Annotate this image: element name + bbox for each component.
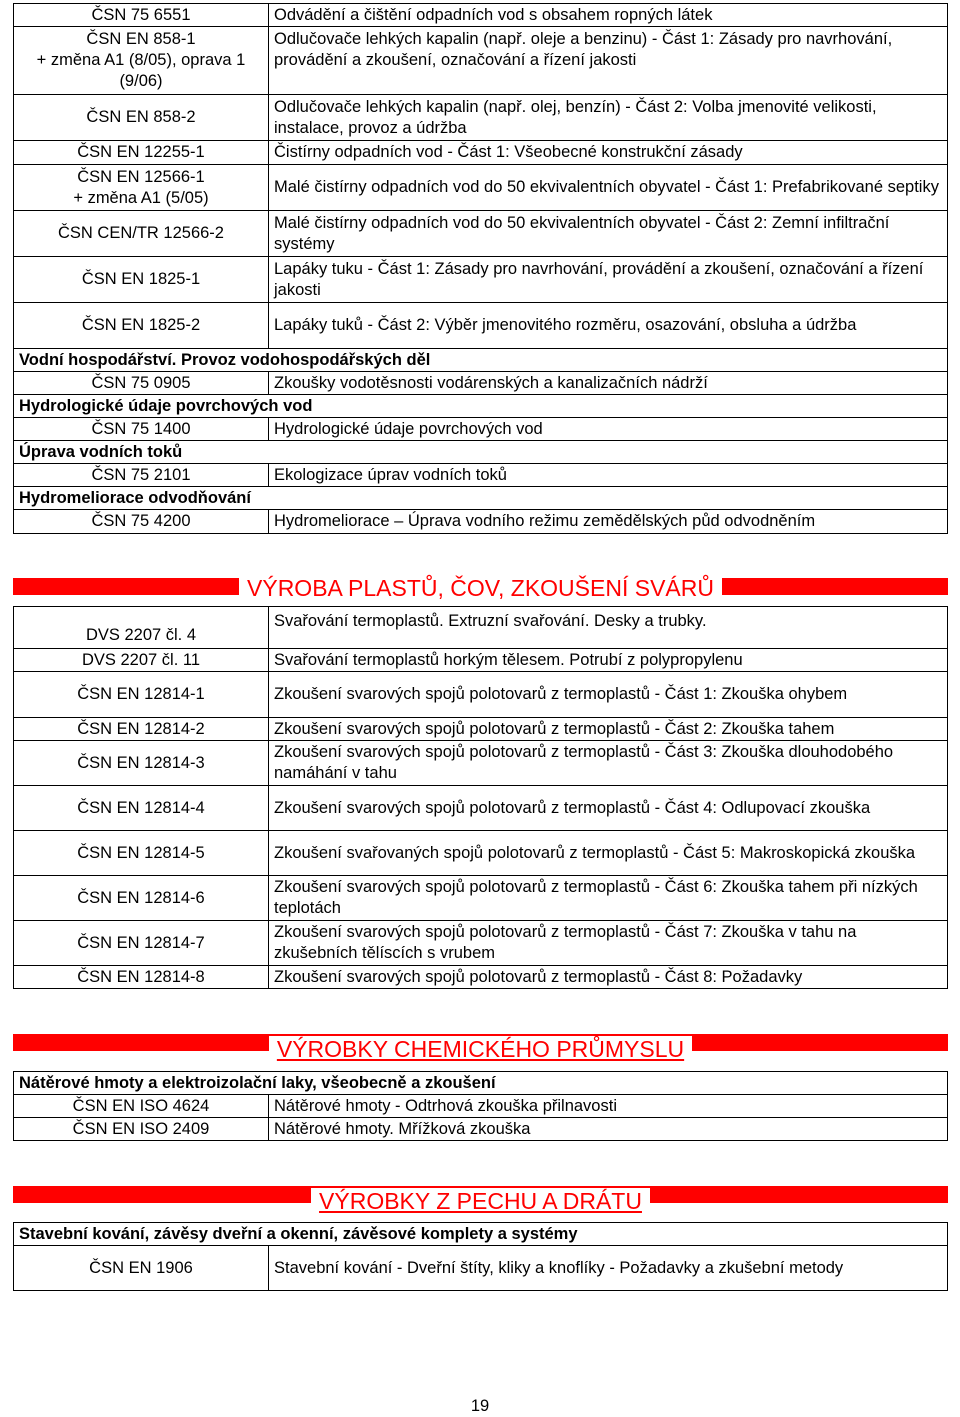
std-desc: Hydromeliorace – Úprava vodního režimu zemědělských půd odvodněním	[269, 510, 948, 534]
section-title-text: VÝROBA PLASTŮ, ČOV, ZKOUŠENÍ SVÁRŮ	[239, 575, 722, 601]
std-code: ČSN EN ISO 2409	[14, 1118, 269, 1141]
section-title	[13, 1036, 948, 1062]
std-code: ČSN EN ISO 4624	[14, 1095, 269, 1118]
category-heading: Stavební kování, závěsy dveřní a okenní, závěsové komplety a systémy	[14, 1223, 948, 1246]
std-code: ČSN EN 1825-1	[14, 257, 269, 303]
std-desc: Lapáky tuku - Část 1: Zásady pro navrhování, provádění a zkoušení, označování a řízení jakosti	[269, 257, 948, 303]
std-desc: Malé čistírny odpadních vod do 50 ekvivalentních obyvatel - Část 2: Zemní infiltrační systémy	[269, 211, 948, 257]
standards-table-4	[13, 1222, 948, 1291]
standards-table-2	[13, 606, 948, 989]
std-desc: Zkoušení svarových spojů polotovarů z termoplastů - Část 2: Zkouška tahem	[269, 718, 948, 741]
std-desc: Čistírny odpadních vod - Část 1: Všeobecné konstrukční zásady	[269, 141, 948, 165]
std-code: ČSN EN 12814-8	[14, 966, 269, 989]
std-code: DVS 2207 čl. 4	[14, 607, 269, 649]
std-desc: Nátěrové hmoty. Mřížková zkouška	[269, 1118, 948, 1141]
std-desc: Zkoušení svarových spojů polotovarů z termoplastů - Část 7: Zkouška v tahu na zkušebních tělíscích s vrubem	[269, 921, 948, 966]
std-code: ČSN EN 12814-7	[14, 921, 269, 966]
std-desc: Nátěrové hmoty - Odtrhová zkouška přilnavosti	[269, 1095, 948, 1118]
category-heading: Nátěrové hmoty a elektroizolační laky, všeobecně a zkoušení	[14, 1072, 948, 1095]
category-heading: Úprava vodních toků	[14, 441, 948, 464]
std-code: ČSN 75 2101	[14, 464, 269, 487]
page-number: 19	[470, 1397, 490, 1415]
std-code: ČSN 75 1400	[14, 418, 269, 441]
std-desc: Odlučovače lehkých kapalin (např. oleje a benzinu) - Část 1: Zásady pro navrhování, provádění a zkoušení, označování a řízení jakosti	[269, 27, 948, 95]
std-code: ČSN EN 12814-3	[14, 741, 269, 786]
std-code: ČSN EN 12814-5	[14, 831, 269, 876]
category-heading: Hydromeliorace odvodňování	[14, 487, 948, 510]
section-title-text: VÝROBKY Z PECHU A DRÁTU	[311, 1188, 650, 1214]
std-desc: Svařování termoplastů. Extruzní svařování. Desky a trubky.	[269, 607, 948, 649]
std-code: ČSN EN 1906	[14, 1246, 269, 1291]
std-desc: Zkoušení svarových spojů polotovarů z termoplastů - Část 1: Zkouška ohybem	[269, 672, 948, 718]
std-desc: Zkoušení svařovaných spojů polotovarů z termoplastů - Část 5: Makroskopická zkouška	[269, 831, 948, 876]
std-code: ČSN EN 858-1 + změna A1 (8/05), oprava 1 (9/06)	[14, 27, 269, 95]
std-code: ČSN EN 12255-1	[14, 141, 269, 165]
std-code: ČSN EN 12814-1	[14, 672, 269, 718]
std-desc: Odvádění a čištění odpadních vod s obsahem ropných látek	[269, 4, 948, 27]
std-code: ČSN EN 12814-6	[14, 876, 269, 921]
std-desc: Zkoušky vodotěsnosti vodárenských a kanalizačních nádrží	[269, 372, 948, 395]
std-code: ČSN EN 12566-1 + změna A1 (5/05)	[14, 165, 269, 211]
std-desc: Zkoušení svarových spojů polotovarů z termoplastů - Část 8: Požadavky	[269, 966, 948, 989]
standards-table-3	[13, 1071, 948, 1141]
std-desc: Lapáky tuků - Část 2: Výběr jmenovitého rozměru, osazování, obsluha a údržba	[269, 303, 948, 349]
category-heading: Vodní hospodářství. Provoz vodohospodářských děl	[14, 349, 948, 372]
section-title-text: VÝROBKY CHEMICKÉHO PRŮMYSLU	[269, 1036, 692, 1062]
std-code: ČSN EN 858-2	[14, 95, 269, 141]
std-code: ČSN EN 1825-2	[14, 303, 269, 349]
std-code: ČSN 75 6551	[14, 4, 269, 27]
category-heading: Hydrologické údaje povrchových vod	[14, 395, 948, 418]
std-desc: Zkoušení svarových spojů polotovarů z termoplastů - Část 4: Odlupovací zkouška	[269, 786, 948, 831]
std-code: ČSN EN 12814-4	[14, 786, 269, 831]
std-desc: Odlučovače lehkých kapalin (např. olej, benzín) - Část 2: Volba jmenovité velikosti, instalace, provoz a údržba	[269, 95, 948, 141]
std-desc: Hydrologické údaje povrchových vod	[269, 418, 948, 441]
std-desc: Ekologizace úprav vodních toků	[269, 464, 948, 487]
std-code: ČSN 75 0905	[14, 372, 269, 395]
std-code: ČSN CEN/TR 12566-2	[14, 211, 269, 257]
std-desc: Zkoušení svarových spojů polotovarů z termoplastů - Část 6: Zkouška tahem při nízkých teplotách	[269, 876, 948, 921]
std-code: ČSN 75 4200	[14, 510, 269, 534]
section-title	[13, 1188, 948, 1214]
std-desc: Malé čistírny odpadních vod do 50 ekvivalentních obyvatel - Část 1: Prefabrikované septiky	[269, 165, 948, 211]
std-desc: Stavební kování - Dveřní štíty, kliky a knoflíky - Požadavky a zkušební metody	[269, 1246, 948, 1291]
std-desc: Zkoušení svarových spojů polotovarů z termoplastů - Část 3: Zkouška dlouhodobého namáhání v tahu	[269, 741, 948, 786]
section-title	[13, 575, 948, 601]
standards-table-1	[13, 3, 948, 534]
std-desc: Svařování termoplastů horkým tělesem. Potrubí z polypropylenu	[269, 649, 948, 672]
std-code: DVS 2207 čl. 11	[14, 649, 269, 672]
std-code: ČSN EN 12814-2	[14, 718, 269, 741]
